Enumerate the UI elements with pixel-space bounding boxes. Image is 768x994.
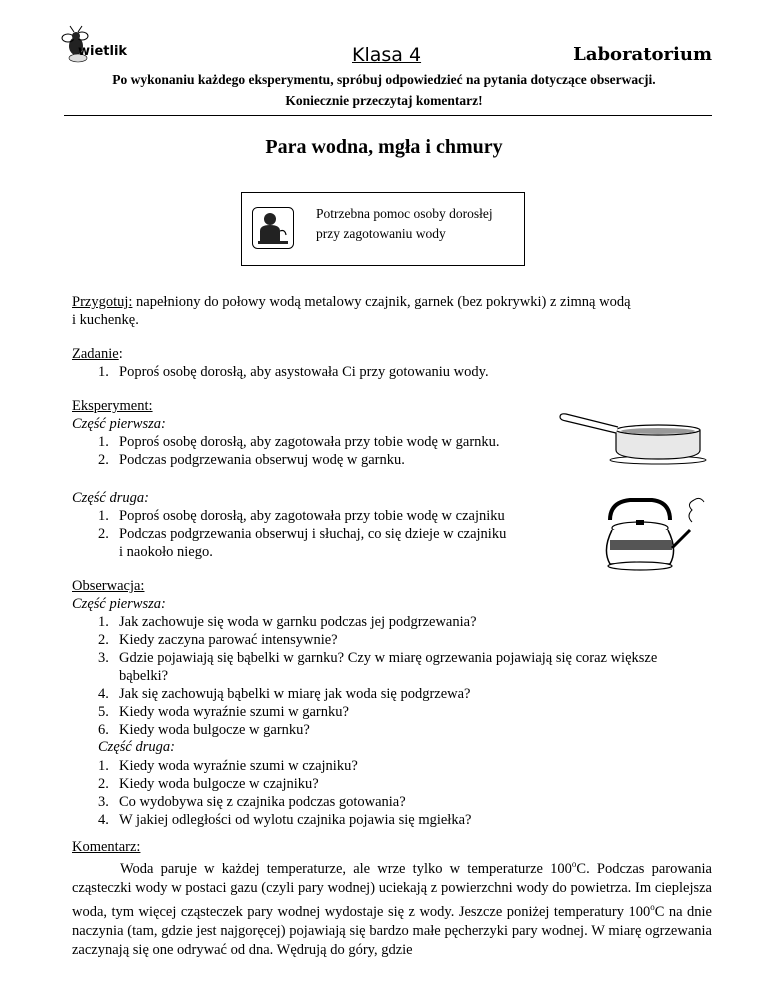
prepare-text-1: napełniony do połowy wodą metalowy czajnik, garnek (bez pokrywki) z zimną wodą — [132, 294, 631, 310]
header-divider — [64, 115, 712, 116]
swietlik-logo — [56, 24, 166, 68]
adult-person-icon — [252, 207, 294, 249]
logo-text: wietlik — [78, 44, 128, 59]
observation-part1-label: Część pierwsza: — [72, 596, 166, 612]
notice-line-1: Potrzebna pomoc osoby dorosłej — [316, 206, 493, 221]
prepare-line — [72, 293, 631, 311]
experiment-label: Eksperyment: — [72, 398, 153, 414]
experiment-part2-label: Część druga: — [72, 490, 149, 506]
intro-line-1: Po wykonaniu każdego eksperymentu, spróbuj odpowiedzieć na pytania dotyczące obserwacji. — [112, 72, 656, 87]
observation-label: Obserwacja: — [72, 578, 145, 594]
intro-line-2: Koniecznie przeczytaj komentarz! — [285, 93, 483, 108]
pot-icon — [556, 412, 712, 466]
prepare-label: Przygotuj: — [72, 294, 133, 310]
task-heading — [72, 345, 123, 363]
kettle-icon — [596, 490, 706, 574]
task-label: Zadanie — [72, 346, 119, 362]
experiment-part1-label: Część pierwsza: — [72, 416, 166, 432]
prepare-text-2: i kuchenkę. — [72, 312, 139, 328]
class-label: Klasa 4 — [352, 44, 422, 66]
comment-paragraph: Woda paruje w każdej temperaturze, ale wrze tylko w temperaturze 100$^o$C. Podczas parowania cząsteczki wody w postaci gazu (czyli pary wodnej) uciekają z powierzchni wody do powietrza. Im cieplejsza woda, tym więcej cząsteczek pary wodnej wydostaje się z wody. Jeszcze poniżej temperatury 100$^o$C na dnie naczynia (tam, gdzie jest najgoręcej) pojawiają się bardzo małe pęcherzyki pary wodnej. W miarę ogrzewania zaczynają się one odrywać od dna. Wędrują do góry, gdzie — [72, 859, 712, 958]
task-colon: : — [118, 346, 123, 362]
lab-label: Laboratorium — [573, 44, 712, 65]
notice-line-2: przy zagotowaniu wody — [316, 226, 446, 241]
comment-label: Komentarz: — [72, 839, 141, 855]
adult-help-notice — [241, 192, 525, 266]
page-title: Para wodna, mgła i chmury — [265, 136, 503, 158]
